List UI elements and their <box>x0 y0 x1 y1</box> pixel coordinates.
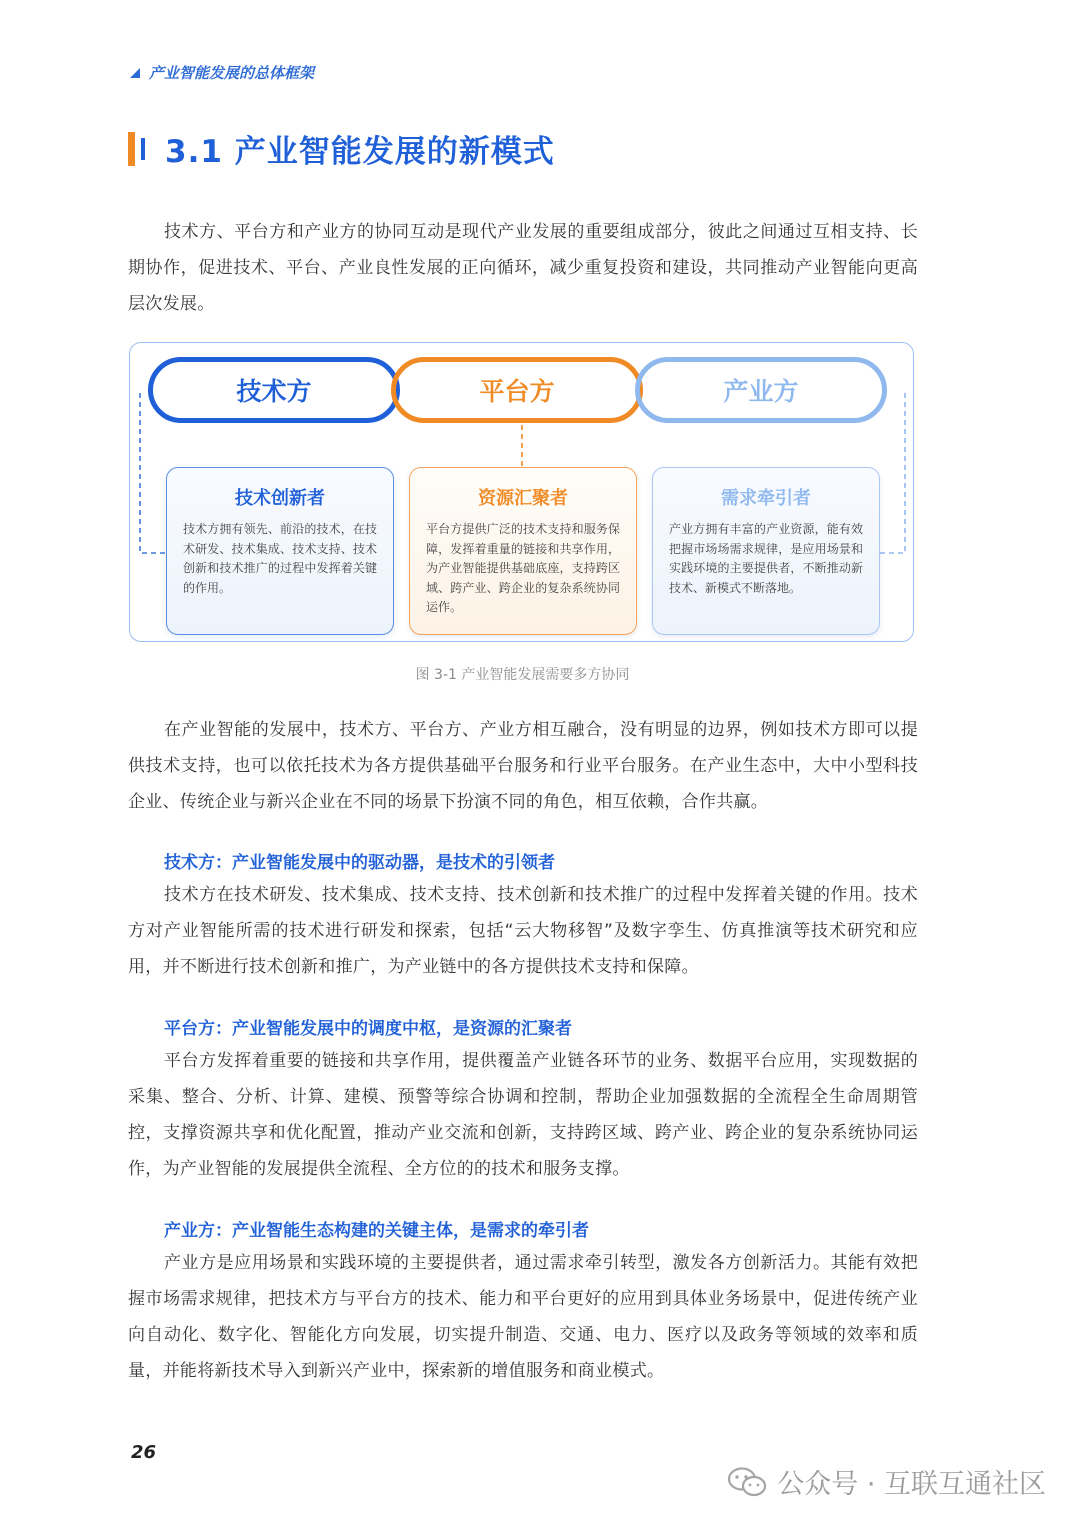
card-text: 技术方拥有领先、前沿的技术，在技术研发、技术集成、技术支持、技术创新和技术推广的过程中发挥着关键的作用。 <box>183 522 377 595</box>
role-text-industry: 产业方是应用场景和实践环境的主要提供者，通过需求牵引转型，激发各方创新活力。其能有效把握市场需求规律，把技术方与平台方的技术、能力和平台更好的应用到具体业务场景中，促进传统产业向自动化、数字化、智能化方向发展，切实提升制造、交通、电力、医疗以及政务等领域的效率和质量，并能将新技术导入到新兴产业中，探索新的增值服务和商业模式。 <box>128 1253 918 1381</box>
heading-orange-bar-icon <box>128 132 135 166</box>
watermark-text: 公众号 · 互联互通社区 <box>777 1469 1046 1500</box>
heading-blue-bar-icon <box>141 138 145 160</box>
figure-caption: 图 3-1 产业智能发展需要多方协同 <box>415 667 630 683</box>
card-tech-innovator <box>166 467 394 635</box>
role-heading-technology: 技术方：产业智能发展中的驱动器，是技术的引领者 <box>164 853 555 873</box>
card-resource-aggregator <box>409 467 637 635</box>
collaboration-figure <box>129 342 914 642</box>
role-heading-industry: 产业方：产业智能生态构建的关键主体，是需求的牵引者 <box>164 1221 589 1241</box>
card-demand-driver <box>652 467 880 635</box>
section-title: 3.1 产业智能发展的新模式 <box>165 134 555 170</box>
page-number: 26 <box>131 1442 157 1463</box>
header-triangle-icon <box>130 68 140 78</box>
role-text-platform: 平台方发挥着重要的链接和共享作用，提供覆盖产业链各环节的业务、数据平台应用，实现数据的采集、整合、分析、计算、建模、预警等综合协调和控制，帮助企业加强数据的全流程全生命周期管控，支撑资源共享和优化配置，推动产业交流和创新，支持跨区域、跨产业、跨企业的复杂系统协同运作，为产业智能的发展提供全流程、全方位的的技术和服务支撑。 <box>128 1051 918 1179</box>
section-heading <box>128 126 555 171</box>
pill-industry: 产业方 <box>635 357 887 423</box>
role-text-technology: 技术方在技术研发、技术集成、技术支持、技术创新和技术推广的过程中发挥着关键的作用。技术方对产业智能所需的技术进行研发和探索，包括“云大物移智”及数字孪生、仿真推演等技术研究和应用，并不断进行技术创新和推广，为产业链中的各方提供技术支持和保障。 <box>128 885 918 977</box>
card-title: 技术创新者 <box>235 488 325 509</box>
card-text: 平台方提供广泛的技术支持和服务保障，发挥着重量的链接和共享作用，为产业智能提供基础底座，支持跨区域、跨产业、跨企业的复杂系统协同运作。 <box>426 522 620 614</box>
card-text: 产业方拥有丰富的产业资源，能有效把握市场场需求规律，是应用场景和实践环境的主要提供者，不断推动新技术、新模式不断落地。 <box>669 522 863 595</box>
watermark <box>727 1462 1046 1501</box>
pill-platform: 平台方 <box>391 357 643 423</box>
running-header-title: 产业智能发展的总体框架 <box>149 64 315 82</box>
wechat-icon <box>727 1466 767 1498</box>
role-heading-platform: 平台方：产业智能发展中的调度中枢，是资源的汇聚者 <box>164 1019 572 1039</box>
running-header <box>130 62 314 83</box>
integration-paragraph: 在产业智能的发展中，技术方、平台方、产业方相互融合，没有明显的边界，例如技术方即可以提供技术支持，也可以依托技术为各方提供基础平台服务和行业平台服务。在产业生态中，大中小型科技企业、传统企业与新兴企业在不同的场景下扮演不同的角色，相互依赖，合作共赢。 <box>128 720 918 812</box>
pill-technology: 技术方 <box>148 357 400 423</box>
card-title: 资源汇聚者 <box>478 488 568 509</box>
card-title: 需求牵引者 <box>721 488 811 509</box>
intro-paragraph: 技术方、平台方和产业方的协同互动是现代产业发展的重要组成部分，彼此之间通过互相支持、长期协作，促进技术、平台、产业良性发展的正向循环，减少重复投资和建设，共同推动产业智能向更高层次发展。 <box>128 222 918 314</box>
